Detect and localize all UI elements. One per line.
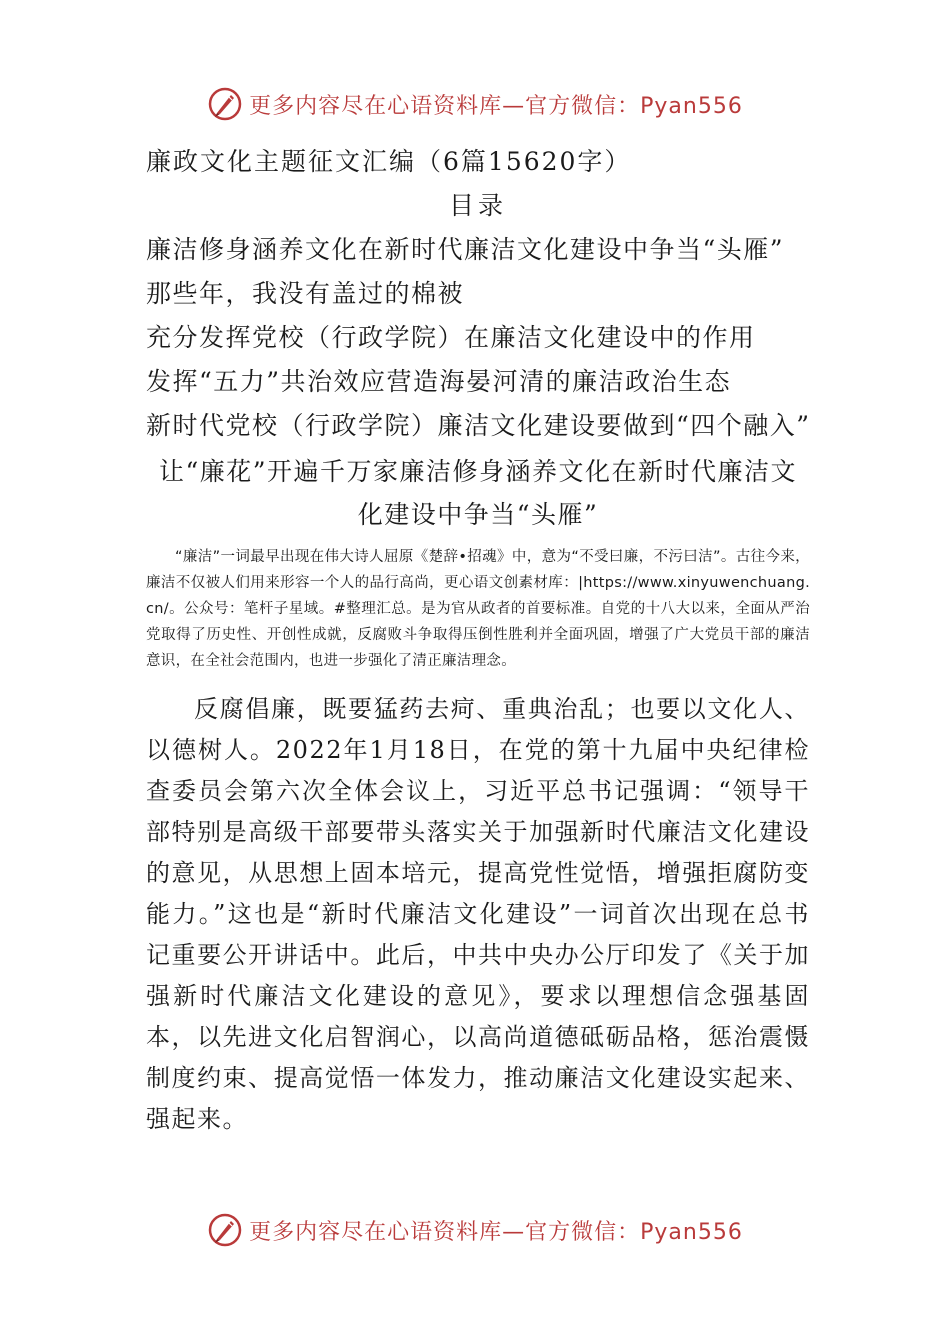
- quill-pen-logo-icon: [207, 86, 243, 122]
- header-banner: [0, 82, 950, 126]
- header-banner-text: 更多内容尽在心语资料库—官方微信：Pyan556: [249, 93, 743, 119]
- document-title: 廉政文化主题征文汇编（6篇15620字）: [146, 147, 632, 176]
- toc-item[interactable]: 发挥“五力”共治效应营造海晏河清的廉洁政治生态: [146, 367, 732, 396]
- quill-pen-logo-icon: [207, 1212, 243, 1248]
- toc-item[interactable]: 新时代党校（行政学院）廉洁文化建设要做到“四个融入”: [146, 411, 811, 440]
- article-title: 让“廉花”开遍千万家廉洁修身涵养文化在新时代廉洁文化建设中争当“头雁”: [158, 457, 798, 529]
- document-content: [146, 140, 810, 1164]
- toc-item[interactable]: 那些年，我没有盖过的棉被: [146, 279, 465, 308]
- body-paragraph: 反腐倡廉，既要猛药去疴、重典治乱；也要以文化人、以德树人。2022年1月18日，在党的第十九届中央纪律检查委员会第六次全体会议上，习近平总书记强调：“领导干部特别是高级干部要带头落实关于加强新时代廉洁文化建设的意见，从思想上固本培元，提高党性觉悟，增强拒腐防变能力。”这也是“新时代廉洁文化建设”一词首次出现在总书记重要公开讲话中。此后，中共中央办公厅印发了《关于加强新时代廉洁文化建设的意见》，要求以理想信念强基固本，以先进文化启智润心，以高尚道德砥砺品格，惩治震慑制度约束、提高觉悟一体发力，推动廉洁文化建设实起来、强起来。: [146, 694, 810, 1133]
- footer-banner-text: 更多内容尽在心语资料库—官方微信：Pyan556: [249, 1219, 743, 1245]
- toc-item[interactable]: 充分发挥党校（行政学院）在廉洁文化建设中的作用: [146, 323, 756, 352]
- table-of-contents: [146, 228, 810, 448]
- toc-item[interactable]: 廉洁修身涵养文化在新时代廉洁文化建设中争当“头雁”: [146, 235, 785, 264]
- toc-heading: 目录: [448, 191, 507, 220]
- footer-banner: [0, 1208, 950, 1252]
- intro-paragraph: “廉洁”一词最早出现在伟大诗人屈原《楚辞•招魂》中，意为“不受曰廉，不污曰洁”。古往今来，廉洁不仅被人们用来形容一个人的品行高尚，更心语文创素材库：|https://www.xinyuwenchuang.cn/。公众号：笔杆子星域。#整理汇总。是为官从政者的首要标准。自党的十八大以来，全面从严治党取得了历史性、开创性成就，反腐败斗争取得压倒性胜利并全面巩固，增强了广大党员干部的廉洁意识，在全社会范围内，也进一步强化了清正廉洁理念。: [146, 549, 810, 669]
